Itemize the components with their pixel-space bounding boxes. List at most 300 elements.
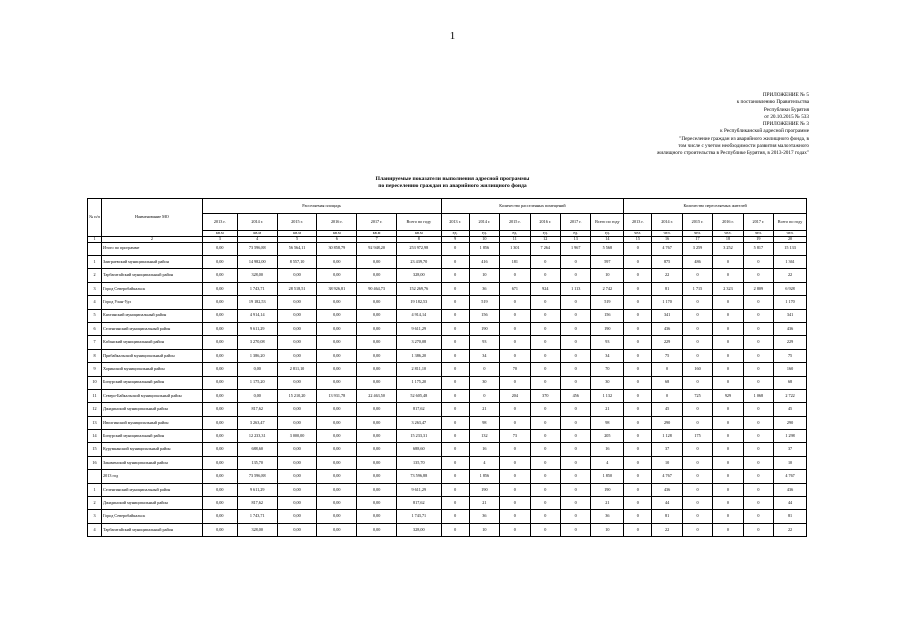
table-cell: 0 [624,389,652,402]
table-cell: 0 [441,242,469,255]
table-cell: 52 605,48 [397,389,442,402]
column-number: 10 [469,237,499,243]
table-cell: 0 [500,336,530,349]
table-cell: 3 252 [713,242,743,255]
row-number: 3 [88,510,102,523]
table-cell: 0,00 [202,443,237,456]
table-cell: 0,00 [202,523,237,536]
table-cell: 0 [441,470,469,483]
total-header: Всего по году [774,214,807,231]
table-cell: 30 [591,376,624,389]
year-header: 2017 г. [560,214,590,231]
table-cell: 0 [469,363,499,376]
row-name: Бичурский муниципальный район [102,376,203,389]
table-row [88,510,807,523]
table-cell: 0 [682,349,712,362]
column-number: 17 [682,237,712,243]
table-cell: 0,00 [277,497,317,510]
table-cell: 0,00 [317,376,357,389]
table-cell: 204 [500,389,530,402]
table-cell: 0 [500,483,530,496]
table-cell: 190 [591,483,624,496]
row-name: Город Улан-Удэ [102,296,203,309]
table-cell: 0 [713,497,743,510]
column-number: 13 [560,237,590,243]
table-cell: 0 [560,443,590,456]
table-cell: 21 [469,497,499,510]
table-cell: 10 [591,523,624,536]
table-cell: 0,00 [277,510,317,523]
table-cell: 16 [591,443,624,456]
table-cell: 0 [624,296,652,309]
unit-header: кв.м [357,231,397,237]
table-cell: 3 263,47 [237,416,277,429]
table-cell: 19 182,53 [237,296,277,309]
table-cell: 0,00 [277,376,317,389]
table-cell: 290 [774,416,807,429]
table-cell: 36 [591,510,624,523]
table-cell: 229 [652,336,682,349]
row-number: 7 [88,336,102,349]
table-cell: 328,00 [397,523,442,536]
table-cell: 205 [591,430,624,443]
table-cell: 725 [682,389,712,402]
table-cell: 0 [560,470,590,483]
table-cell: 0 [682,510,712,523]
table-cell: 0 [713,322,743,335]
table-cell: 0,00 [357,255,397,268]
column-number: 20 [774,237,807,243]
table-cell: 0,00 [317,349,357,362]
table-cell: 0,00 [317,269,357,282]
table-cell: 0 [682,296,712,309]
column-number: 3 [202,237,237,243]
table-cell: 132 [469,430,499,443]
table-cell: 0 [682,483,712,496]
table-cell: 1 298 [774,430,807,443]
table-cell: 0 [530,269,560,282]
table-cell: 1 170 [652,296,682,309]
table-cell: 156 [591,309,624,322]
table-cell: 0,00 [357,456,397,469]
table-cell: 0,00 [202,389,237,402]
column-number: 14 [591,237,624,243]
table-cell: 0 [441,296,469,309]
table-cell: 16 [469,443,499,456]
table-cell: 0 [530,523,560,536]
table-cell: 22 [774,269,807,282]
row-number [88,470,102,483]
table-cell: 341 [652,309,682,322]
year-header: 2013 г. [624,214,652,231]
table-cell: 0,00 [237,363,277,376]
table-cell: 81 [652,510,682,523]
column-number: 12 [530,237,560,243]
table-cell: 0 [682,456,712,469]
table-cell: 0 [624,456,652,469]
table-cell: 135,70 [237,456,277,469]
table-cell: 0,00 [277,336,317,349]
table-cell: 0,00 [357,510,397,523]
table-cell: 0,00 [357,403,397,416]
table-cell: 75 [652,349,682,362]
table-cell: 1 170 [774,296,807,309]
table-cell: 28 518,51 [277,282,317,295]
col-name-header: Наименование МО [102,199,203,237]
table-cell: 68 [774,376,807,389]
table-cell: 2 742 [591,282,624,295]
year-header: 2015 г. [682,214,712,231]
column-number: 4 [237,237,277,243]
row-name: Город Северобайкальск [102,510,203,523]
table-cell: 0,00 [317,497,357,510]
table-cell: 0 [624,497,652,510]
row-name: Кяхтинский муниципальный район [102,309,203,322]
unit-header: ед. [591,231,624,237]
table-cell: 0 [713,403,743,416]
table-cell: 0,00 [317,443,357,456]
table-cell: 0 [624,510,652,523]
table-cell: 0 [713,269,743,282]
table-cell: 1 068 [743,389,773,402]
table-cell: 0 [560,510,590,523]
table-cell: 10 [469,269,499,282]
table-cell: 0 [713,510,743,523]
table-cell: 0 [530,349,560,362]
row-name: Селенгинский муниципальный район [102,322,203,335]
row-number: 6 [88,322,102,335]
table-cell: 0 [530,470,560,483]
table-cell: 0 [652,363,682,376]
table-cell: 14 982,00 [237,255,277,268]
table-row [88,403,807,416]
table-cell: 0,00 [357,269,397,282]
table-cell: 1 386,20 [397,349,442,362]
table-cell: 1 743,71 [237,510,277,523]
table-cell: 44 [652,497,682,510]
title-line: по переселению граждан из аварийного жилищного фонда [378,183,527,189]
table-cell: 0 [530,483,560,496]
table-cell: 0,00 [202,403,237,416]
table-cell: 0,00 [317,255,357,268]
table-cell: 0 [530,255,560,268]
table-cell: 22 [652,523,682,536]
table-cell: 36 [469,282,499,295]
table-cell: 56 564,11 [277,242,317,255]
table-cell: 10 [591,269,624,282]
table-cell: 0 [500,497,530,510]
table-cell: 6 928 [774,282,807,295]
table-cell: 12 233,31 [237,430,277,443]
row-name: Джидинский муниципальный район [102,497,203,510]
table-cell: 1 850 [591,470,624,483]
table-cell: 3 270,08 [397,336,442,349]
table-cell: 0,00 [357,336,397,349]
table-body [88,242,807,537]
table-cell: 328,00 [397,269,442,282]
table-cell: 924 [530,282,560,295]
table-cell: 0 [500,456,530,469]
table-cell: 0 [530,296,560,309]
table-cell: 21 [469,403,499,416]
table-cell: 4 914,14 [237,309,277,322]
table-cell: 0 [500,443,530,456]
table-cell: 3 259 [682,242,712,255]
table-cell: 90 464,73 [357,282,397,295]
table-cell: 9 611,29 [397,483,442,496]
table-cell: 0 [441,523,469,536]
row-name: 2013 год [102,470,203,483]
appendix-line: ПРИЛОЖЕНИЕ № 3 [762,121,809,128]
table-cell: 0 [713,470,743,483]
table-cell: 0 [469,389,499,402]
table-row [88,296,807,309]
table-cell: 0 [713,376,743,389]
row-name: Прибайкальский муниципальный район [102,349,203,362]
table-cell: 190 [591,322,624,335]
table-cell: 0 [441,336,469,349]
unit-header: кв.м [277,231,317,237]
table-cell: 0 [441,255,469,268]
table-cell: 456 [560,389,590,402]
table-cell: 0 [743,470,773,483]
table-cell: 0,00 [277,349,317,362]
table-cell: 0 [624,443,652,456]
table-cell: 0 [713,255,743,268]
table-cell: 2 323 [713,282,743,295]
table-cell: 0,00 [357,483,397,496]
table-cell: 0,00 [357,322,397,335]
table-cell: 3 000,00 [277,430,317,443]
table-cell: 0 [530,430,560,443]
table-cell: 0 [682,336,712,349]
year-header: 2017 г. [357,214,397,231]
table-cell: 0 [743,322,773,335]
table-cell: 0 [743,403,773,416]
table-cell: 0,00 [237,389,277,402]
table-cell: 70 [500,363,530,376]
table-cell: 0 [682,269,712,282]
table-cell: 1 743,71 [397,510,442,523]
row-name: Бичурский муниципальный район [102,430,203,443]
table-row [88,376,807,389]
table-cell: 0 [743,336,773,349]
table-cell: 92 948,20 [357,242,397,255]
table-row [88,497,807,510]
table-cell: 1 967 [560,242,590,255]
table-cell: 0,00 [357,470,397,483]
table-cell: 0 [441,309,469,322]
table-cell: 0 [530,336,560,349]
table-cell: 160 [682,363,712,376]
year-header: 2013 г. [441,214,469,231]
table-cell: 328,00 [237,523,277,536]
table-cell: 597 [591,255,624,268]
table-cell: 0,00 [202,322,237,335]
table-row [88,483,807,496]
column-number: 6 [317,237,357,243]
row-number: 1 [88,255,102,268]
table-cell: 93 [591,336,624,349]
table-cell: 0,00 [357,523,397,536]
table-cell: 0 [624,349,652,362]
row-number: 15 [88,443,102,456]
table-cell: 98 [469,416,499,429]
table-cell: 0 [500,376,530,389]
table-cell: 0,00 [202,416,237,429]
table-cell: 1 132 [591,389,624,402]
table-cell: 73 [500,430,530,443]
table-cell: 0 [713,309,743,322]
table-cell: 9 611,29 [397,322,442,335]
unit-header: ед. [500,231,530,237]
row-number: 12 [88,403,102,416]
table-cell: 8 557,10 [277,255,317,268]
table-cell: 73 596,88 [237,242,277,255]
table-cell: 0 [713,456,743,469]
table-cell: 0 [743,269,773,282]
table-cell: 0,00 [202,349,237,362]
year-header: 2015 г. [277,214,317,231]
table-cell: 23 439,70 [397,255,442,268]
table-cell: 341 [774,309,807,322]
table-cell: 0 [682,497,712,510]
table-cell: 0 [500,510,530,523]
table-cell: 0,00 [202,282,237,295]
table-cell: 0,00 [277,470,317,483]
table-cell: 1 128 [652,430,682,443]
table-cell: 0 [500,322,530,335]
table-cell: 0 [624,336,652,349]
row-number: 5 [88,309,102,322]
table-cell: 370 [530,389,560,402]
table-cell: 0 [743,430,773,443]
table-cell: 9 611,29 [237,322,277,335]
unit-header: кв.м [397,231,442,237]
table-cell: 0 [624,282,652,295]
table-cell: 0,00 [277,269,317,282]
table-cell: 0 [560,483,590,496]
table-cell: 0 [441,269,469,282]
table-cell: 0 [560,376,590,389]
table-cell: 0 [743,497,773,510]
table-cell: 0 [743,363,773,376]
table-row [88,470,807,483]
table-cell: 0,00 [277,456,317,469]
table-cell: 190 [469,322,499,335]
table-cell: 0,00 [277,523,317,536]
table-row [88,363,807,376]
table-cell: 2 811,10 [397,363,442,376]
year-header: 2016 г. [530,214,560,231]
table-cell: 436 [774,483,807,496]
table-cell: 93 [469,336,499,349]
table-cell: 0 [560,523,590,536]
table-cell: 436 [652,483,682,496]
table-cell: 156 [469,309,499,322]
table-cell: 4 [469,456,499,469]
table-cell: 688,60 [237,443,277,456]
table-cell: 0 [441,322,469,335]
table-cell: 160 [774,363,807,376]
table-cell: 519 [591,296,624,309]
unit-header: чел. [652,231,682,237]
table-cell: 44 [774,497,807,510]
table-cell: 0 [560,349,590,362]
table-cell: 181 [500,255,530,268]
table-cell: 15 133 [774,242,807,255]
table-row [88,309,807,322]
row-name: Селенгинский муниципальный район [102,483,203,496]
table-cell: 229 [774,336,807,349]
year-header: 2016 г. [713,214,743,231]
table-cell: 0,00 [317,363,357,376]
table-cell: 0 [530,322,560,335]
table-cell: 2 809 [743,282,773,295]
table-cell: 0 [624,376,652,389]
column-number: 5 [277,237,317,243]
unit-header: ед. [469,231,499,237]
table-cell: 0 [530,376,560,389]
table-cell: 328,00 [237,269,277,282]
table-cell: 0 [500,349,530,362]
table-cell: 0 [560,403,590,416]
table-cell: 0 [743,309,773,322]
table-cell: 0,00 [317,523,357,536]
column-number: 2 [102,237,203,243]
table-cell: 0,00 [357,430,397,443]
table-cell: 0,00 [317,416,357,429]
row-number: 4 [88,296,102,309]
table-cell: 436 [652,322,682,335]
table-cell: 0 [500,403,530,416]
table-cell: 0 [441,483,469,496]
table-cell: 0 [624,309,652,322]
row-name: Тарбагатайский муниципальный район [102,523,203,536]
appendix-line: ПРИЛОЖЕНИЕ № 5 [762,92,809,98]
table-cell: 519 [469,296,499,309]
page-number: 1 [449,30,456,42]
column-number: 7 [357,237,397,243]
total-header: Всего по году [591,214,624,231]
table-cell: 0 [713,363,743,376]
table-cell: 0 [441,456,469,469]
table-cell: 1 361 [774,255,807,268]
table-cell: 68 [652,376,682,389]
table-cell: 21 [591,403,624,416]
table-cell: 0 [560,269,590,282]
table-cell: 0 [530,416,560,429]
table-row [88,443,807,456]
table-row [88,416,807,429]
table-cell: 37 [774,443,807,456]
table-cell: 0,00 [202,497,237,510]
table-cell: 0 [624,322,652,335]
people-group-header: Количество переселяемых жителей [624,199,807,214]
table-cell: 0 [624,430,652,443]
row-number: 2 [88,497,102,510]
unit-header: ед. [560,231,590,237]
table-cell: 37 [652,443,682,456]
table-cell: 0 [560,363,590,376]
table-cell: 34 [469,349,499,362]
table-cell: 0,00 [202,456,237,469]
table-cell: 436 [774,322,807,335]
table-cell: 817,62 [397,497,442,510]
table-cell: 253 972,98 [397,242,442,255]
table-cell: 0 [713,523,743,536]
table-cell: 1 856 [469,242,499,255]
